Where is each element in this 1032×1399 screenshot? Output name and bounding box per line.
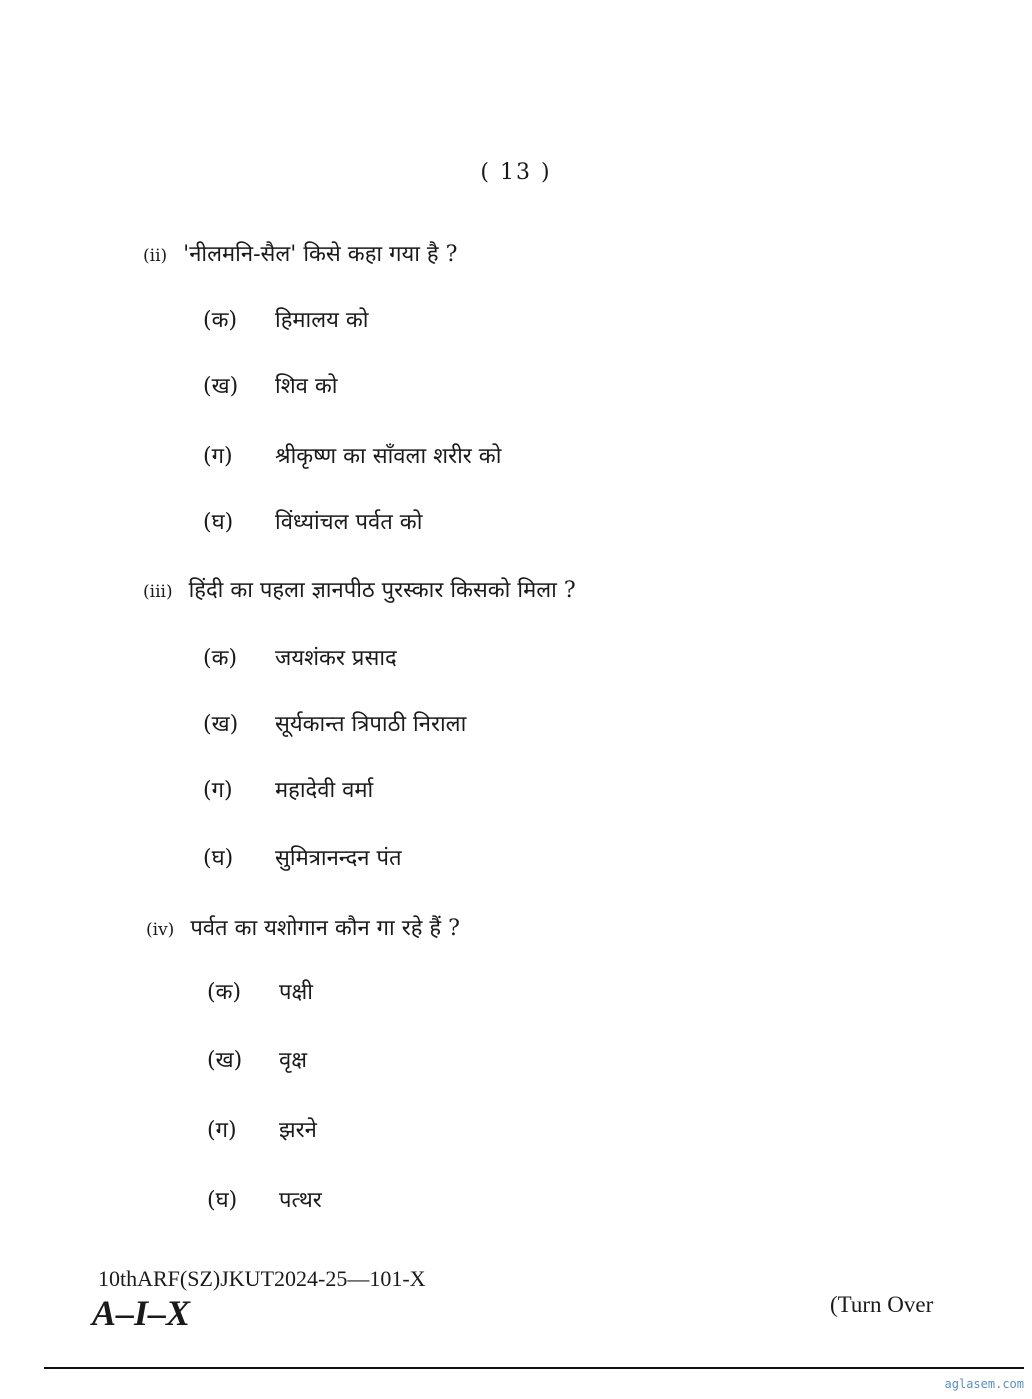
option-text: पत्थर bbox=[279, 1188, 322, 1213]
option-text: महादेवी वर्मा bbox=[275, 778, 374, 803]
turn-over-note: (Turn Over bbox=[830, 1292, 934, 1317]
option-iii-kha bbox=[203, 708, 466, 738]
option-ii-ga bbox=[203, 440, 501, 470]
page-number: ( 13 ) bbox=[480, 160, 552, 185]
option-label: (ख) bbox=[203, 374, 239, 399]
site-watermark: aglasem.com bbox=[944, 1377, 1024, 1391]
option-text: सूर्यकान्त त्रिपाठी निराला bbox=[275, 712, 467, 737]
option-label: (घ) bbox=[203, 846, 234, 871]
option-iv-ka bbox=[207, 976, 313, 1006]
option-text: पक्षी bbox=[279, 980, 313, 1005]
option-iii-ka bbox=[203, 642, 397, 672]
paper-code: 10thARF(SZ)JKUT2024-25—101-X bbox=[98, 1266, 426, 1291]
option-ii-ka bbox=[203, 304, 369, 334]
question-number: (iv) bbox=[146, 920, 175, 940]
option-ii-kha bbox=[203, 370, 337, 400]
option-text: हिमालय को bbox=[275, 308, 369, 333]
option-label: (ग) bbox=[207, 1118, 237, 1143]
series-code: A–I–X bbox=[92, 1293, 191, 1333]
option-iii-ga bbox=[203, 774, 373, 804]
question-text: 'नीलमनि-सैल' किसे कहा गया है ? bbox=[183, 242, 458, 267]
bottom-divider bbox=[44, 1367, 1024, 1369]
option-text: जयशंकर प्रसाद bbox=[275, 646, 397, 671]
option-text: विंध्यांचल पर्वत को bbox=[275, 510, 423, 535]
option-label: (क) bbox=[203, 646, 238, 671]
option-label: (घ) bbox=[207, 1188, 238, 1213]
question-number: (ii) bbox=[143, 246, 168, 266]
question-iii bbox=[143, 574, 576, 604]
option-text: झरने bbox=[279, 1118, 317, 1143]
option-text: सुमित्रानन्दन पंत bbox=[275, 846, 402, 871]
option-ii-gha bbox=[203, 506, 422, 536]
option-label: (क) bbox=[203, 308, 238, 333]
option-iii-gha bbox=[203, 842, 402, 872]
option-label: (ग) bbox=[203, 778, 233, 803]
question-number: (iii) bbox=[143, 582, 173, 602]
option-iv-gha bbox=[207, 1184, 322, 1214]
question-iv bbox=[146, 912, 460, 942]
option-label: (ख) bbox=[203, 712, 239, 737]
option-text: वृक्ष bbox=[279, 1048, 308, 1073]
question-text: हिंदी का पहला ज्ञानपीठ पुरस्कार किसको मिला ? bbox=[188, 578, 576, 603]
option-text: श्रीकृष्ण का साँवला शरीर को bbox=[275, 444, 502, 469]
option-label: (क) bbox=[207, 980, 242, 1005]
option-label: (ख) bbox=[207, 1048, 243, 1073]
option-label: (ग) bbox=[203, 444, 233, 469]
option-text: शिव को bbox=[275, 374, 338, 399]
question-ii bbox=[143, 238, 457, 268]
option-iv-kha bbox=[207, 1044, 307, 1074]
option-iv-ga bbox=[207, 1114, 317, 1144]
question-text: पर्वत का यशोगान कौन गा रहे हैं ? bbox=[190, 916, 460, 941]
option-label: (घ) bbox=[203, 510, 234, 535]
